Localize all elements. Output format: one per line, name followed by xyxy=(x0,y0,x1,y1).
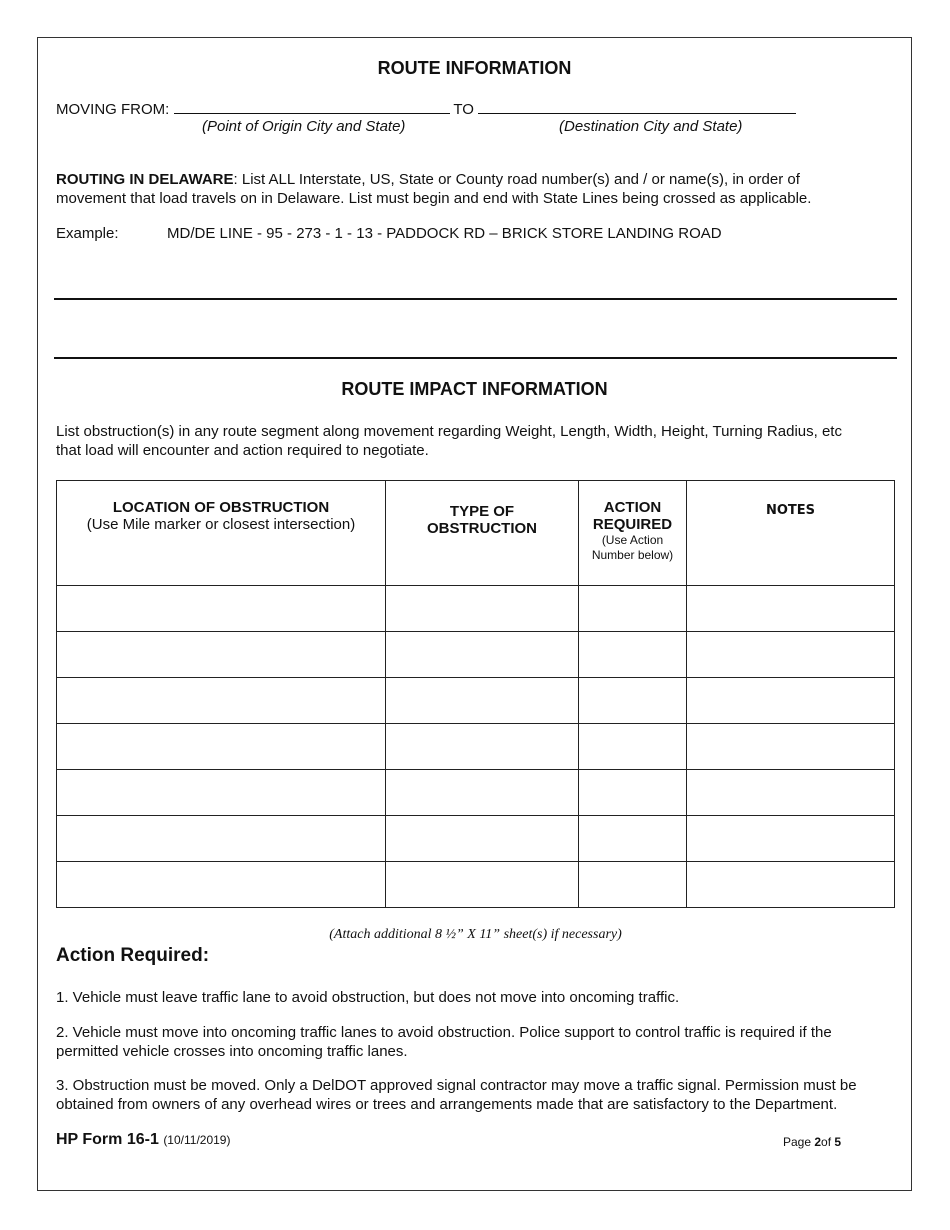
moving-from-label: MOVING FROM: xyxy=(56,101,170,118)
location-cell[interactable] xyxy=(57,586,386,632)
page-current: 2 xyxy=(814,1135,822,1149)
routing-entry-field[interactable] xyxy=(54,300,897,356)
route-impact-title: ROUTE IMPACT INFORMATION xyxy=(341,379,608,399)
form-date: (10/11/2019) xyxy=(163,1133,231,1147)
page-of: of xyxy=(821,1135,835,1149)
location-cell[interactable] xyxy=(57,862,386,908)
header-location-title: LOCATION OF OBSTRUCTION xyxy=(112,499,330,516)
action-cell[interactable] xyxy=(579,816,687,862)
impact-description-line-2: that load will encounter and action required to negotiate. xyxy=(56,442,429,459)
form-page xyxy=(37,37,912,1191)
page-label: Page xyxy=(783,1135,815,1149)
action-cell[interactable] xyxy=(579,862,687,908)
page-number xyxy=(783,1135,841,1149)
route-information-title: ROUTE INFORMATION xyxy=(377,58,572,78)
notes-cell[interactable] xyxy=(687,586,895,632)
location-cell[interactable] xyxy=(57,678,386,724)
action-item-1: 1. Vehicle must leave traffic lane to avoid obstruction, but does not move into oncoming traffic. xyxy=(56,989,680,1006)
location-cell[interactable] xyxy=(57,724,386,770)
location-cell[interactable] xyxy=(57,816,386,862)
notes-cell[interactable] xyxy=(687,770,895,816)
location-cell[interactable] xyxy=(57,770,386,816)
action-cell[interactable] xyxy=(579,678,687,724)
notes-cell[interactable] xyxy=(687,724,895,770)
action-item-2-line-1: 2. Vehicle must move into oncoming traffic lanes to avoid obstruction. Police support to control traffic is required if the xyxy=(56,1024,832,1041)
action-cell[interactable] xyxy=(579,632,687,678)
routing-entry-line-bottom xyxy=(54,357,897,359)
type-cell[interactable] xyxy=(386,632,579,678)
header-notes xyxy=(687,481,895,586)
page-total: 5 xyxy=(834,1135,842,1149)
header-type xyxy=(386,481,579,586)
action-cell[interactable] xyxy=(579,770,687,816)
notes-cell[interactable] xyxy=(687,862,895,908)
header-action-sub-1: (Use Action xyxy=(601,533,664,547)
header-type-title-1: TYPE OF xyxy=(449,503,515,520)
table-row xyxy=(57,862,895,908)
form-id xyxy=(56,1131,230,1149)
type-cell[interactable] xyxy=(386,586,579,632)
type-cell[interactable] xyxy=(386,816,579,862)
moving-from-row xyxy=(56,98,796,119)
example-text: MD/DE LINE - 95 - 273 - 1 - 13 - PADDOCK RD – BRICK STORE LANDING ROAD xyxy=(167,225,722,242)
destination-hint: (Destination City and State) xyxy=(559,118,743,135)
header-location xyxy=(57,481,386,586)
header-action-title-2: REQUIRED xyxy=(592,516,673,533)
header-action-title-1: ACTION xyxy=(603,499,662,516)
routing-heading: ROUTING IN DELAWARE xyxy=(56,171,234,188)
action-item-2 xyxy=(56,1023,832,1061)
attach-note: (Attach additional 8 ½” X 11” sheet(s) if necessary) xyxy=(329,927,622,942)
table-row xyxy=(57,816,895,862)
table-row xyxy=(57,632,895,678)
header-location-sub: (Use Mile marker or closest intersection) xyxy=(86,516,356,533)
action-cell[interactable] xyxy=(579,724,687,770)
notes-cell[interactable] xyxy=(687,678,895,724)
impact-description-line-1: List obstruction(s) in any route segment along movement regarding Weight, Length, Width, Height, Turning Radius, etc xyxy=(56,423,842,440)
obstruction-table xyxy=(56,480,895,908)
action-cell[interactable] xyxy=(579,586,687,632)
notes-cell[interactable] xyxy=(687,816,895,862)
header-type-title-2: OBSTRUCTION xyxy=(427,520,537,537)
type-cell[interactable] xyxy=(386,862,579,908)
table-row xyxy=(57,586,895,632)
destination-field[interactable] xyxy=(478,98,796,114)
type-cell[interactable] xyxy=(386,678,579,724)
origin-field[interactable] xyxy=(174,98,450,114)
action-required-heading: Action Required: xyxy=(56,945,210,966)
action-item-3-line-2: obtained from owners of any overhead wires or trees and arrangements made that are satisfactory to the Department. xyxy=(56,1096,838,1113)
action-item-2-line-2: permitted vehicle crosses into oncoming traffic lanes. xyxy=(56,1043,408,1060)
routing-line-2: movement that load travels on in Delaware. List must begin and end with State Lines being crossed as applicable. xyxy=(56,190,812,207)
table-row xyxy=(57,678,895,724)
impact-description xyxy=(56,422,901,460)
routing-instructions xyxy=(56,170,901,208)
header-action xyxy=(579,481,687,586)
header-notes-title: NOTES xyxy=(765,503,816,518)
notes-cell[interactable] xyxy=(687,632,895,678)
table-header-row xyxy=(57,481,895,586)
location-cell[interactable] xyxy=(57,632,386,678)
example-label: Example: xyxy=(56,225,119,242)
type-cell[interactable] xyxy=(386,724,579,770)
action-item-3-line-1: 3. Obstruction must be moved. Only a DelDOT approved signal contractor may move a traffic signal. Permission must be xyxy=(56,1077,857,1094)
form-name: HP Form 16-1 xyxy=(56,1131,159,1148)
action-item-3 xyxy=(56,1076,857,1114)
type-cell[interactable] xyxy=(386,770,579,816)
origin-hint: (Point of Origin City and State) xyxy=(202,118,406,135)
to-label: TO xyxy=(453,101,474,118)
table-row xyxy=(57,724,895,770)
header-action-sub-2: Number below) xyxy=(591,548,674,562)
table-row xyxy=(57,770,895,816)
routing-line-1: : List ALL Interstate, US, State or County road number(s) and / or name(s), in order of xyxy=(233,171,800,188)
